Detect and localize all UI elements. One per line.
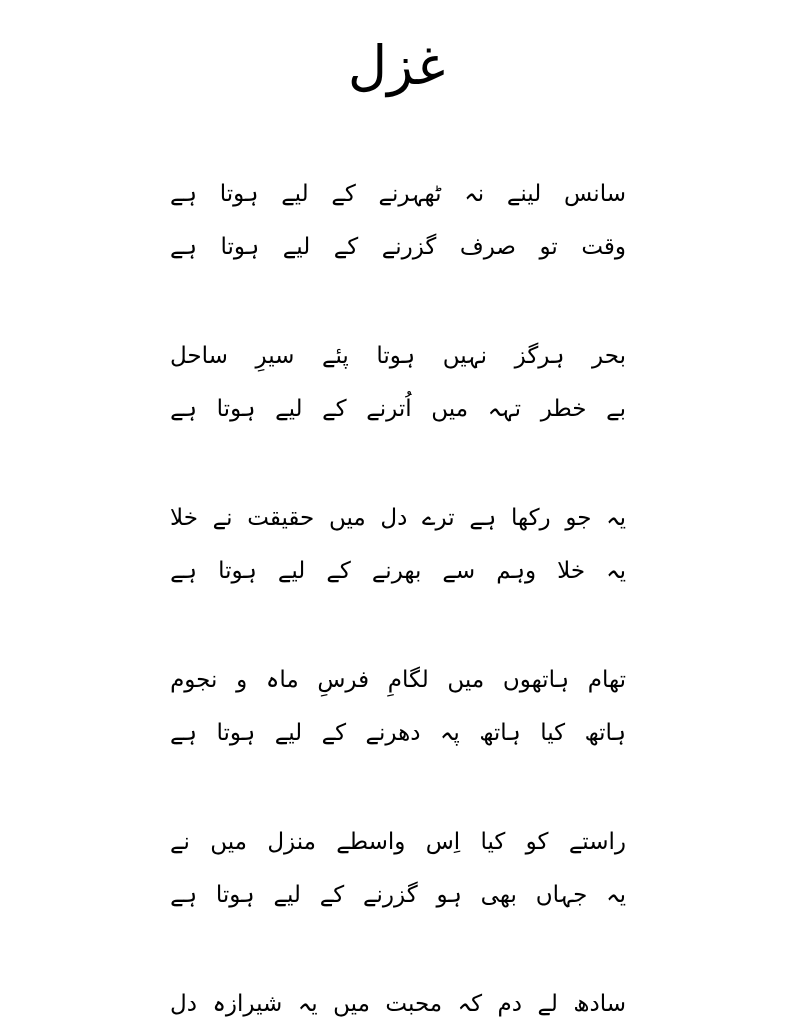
- verse-word: میں: [210, 829, 248, 855]
- verse-word: ہے: [170, 558, 198, 584]
- verse-word: میں: [328, 505, 366, 531]
- verse-word: ہوتا: [376, 343, 416, 369]
- verse-word: لیے: [275, 396, 303, 422]
- verse-word: وہم: [496, 558, 537, 584]
- verse-word: کیا: [540, 720, 566, 746]
- verse-word: کے: [333, 234, 359, 260]
- verse-word: جہاں: [535, 882, 588, 908]
- verse-line: [170, 498, 626, 538]
- verse-line: [170, 822, 626, 862]
- verse-word: ہوتا: [216, 396, 256, 422]
- verse-word: ہے: [170, 720, 197, 746]
- verse-word: خلا: [557, 558, 586, 584]
- verse-word: دل: [380, 505, 408, 531]
- verse-word: ہاتھ: [479, 720, 521, 746]
- ghazal-title: غزل: [347, 34, 446, 97]
- verse-line: [170, 660, 626, 700]
- verse-word: راستے: [568, 829, 626, 855]
- verse-word: رکھا: [510, 505, 551, 531]
- verse-word: نے: [212, 505, 233, 531]
- verse-word: ہرگز: [514, 343, 565, 369]
- verse-word: لے: [537, 991, 558, 1017]
- verse-word: نجوم: [170, 667, 218, 693]
- verse-word: نہیں: [442, 343, 488, 369]
- verse-word: تھام: [587, 667, 626, 693]
- verse-word: تہہ: [487, 396, 522, 422]
- verse-word: میں: [333, 991, 370, 1017]
- verse-word: ہاتھ: [584, 720, 626, 746]
- verse-word: حقیقت: [247, 505, 315, 531]
- verse-word: کے: [321, 720, 347, 746]
- verse-word: ہاتھوں: [502, 667, 570, 693]
- verse-word: ماہ: [265, 667, 299, 693]
- verse-word: ہو: [436, 882, 462, 908]
- verse-word: لیے: [273, 882, 301, 908]
- verse-word: ہے: [170, 396, 198, 422]
- verse-word: سیرِ: [255, 343, 295, 369]
- verse-line: [170, 227, 626, 267]
- verse-word: صرف: [459, 234, 516, 260]
- verse-word: بھرنے: [371, 558, 422, 584]
- verse-word: لیے: [281, 181, 309, 207]
- verse-word: کے: [326, 558, 351, 584]
- verse-word: کے: [322, 396, 347, 422]
- verse-word: یہ: [606, 558, 626, 584]
- verse-word: ہوتا: [220, 234, 260, 260]
- verse-word: میں: [447, 667, 485, 693]
- verse-word: ہوتا: [216, 720, 256, 746]
- verse-word: ہوتا: [219, 181, 259, 207]
- verse-word: سانس: [563, 181, 626, 207]
- verse-word: کیا: [480, 829, 506, 855]
- verse-word: لینے: [506, 181, 542, 207]
- verse-word: جو: [565, 505, 592, 531]
- verse-word: ہوتا: [218, 558, 257, 584]
- verse-word: سے: [442, 558, 476, 584]
- verse-word: ساحل: [170, 343, 228, 369]
- verse-word: پئے: [321, 343, 349, 369]
- verse-word: و: [236, 667, 248, 693]
- verse-line: [170, 389, 626, 429]
- verse-word: ہے: [469, 505, 497, 531]
- verse-word: بحر: [592, 343, 626, 369]
- verse-word: کو: [525, 829, 549, 855]
- verse-word: گزرنے: [363, 882, 418, 908]
- verse-word: دھرنے: [365, 720, 421, 746]
- verse-word: ترے: [422, 505, 455, 531]
- verse-line: [170, 984, 626, 1024]
- verse-line: [170, 336, 626, 376]
- verse-word: خطر: [540, 396, 587, 422]
- verse-word: محبت: [385, 991, 443, 1017]
- verse-word: دم: [497, 991, 522, 1017]
- verse-line: [170, 713, 626, 753]
- verse-word: ہے: [170, 234, 197, 260]
- verse-word: لیے: [277, 558, 306, 584]
- verse-word: میں: [431, 396, 469, 422]
- verse-word: یہ: [606, 505, 626, 531]
- verse-word: اِس: [425, 829, 461, 855]
- verse-word: واسطے: [336, 829, 406, 855]
- verse-word: بھی: [480, 882, 517, 908]
- verse-word: گزرنے: [381, 234, 437, 260]
- verse-word: بے: [606, 396, 626, 422]
- verse-word: سادھ: [573, 991, 626, 1017]
- verse-word: یہ: [606, 882, 626, 908]
- verse-word: کے: [331, 181, 356, 207]
- verse-word: نے: [170, 829, 190, 855]
- verse-word: اُترنے: [366, 396, 412, 422]
- verse-word: فرسِ: [317, 667, 370, 693]
- verse-word: تو: [539, 234, 558, 260]
- verse-word: خلا: [170, 505, 198, 531]
- verse-word: لیے: [274, 720, 303, 746]
- verse-word: نہ: [464, 181, 485, 207]
- verse-word: منزل: [267, 829, 316, 855]
- verse-word: ٹھہرنے: [378, 181, 442, 207]
- verse-word: یہ: [297, 991, 318, 1017]
- verse-line: [170, 174, 626, 214]
- verse-word: لیے: [282, 234, 311, 260]
- verse-word: ہوتا: [215, 882, 255, 908]
- verse-word: ہے: [170, 882, 198, 908]
- verse-line: [170, 551, 626, 591]
- verse-word: کے: [319, 882, 345, 908]
- verse-line: [170, 875, 626, 915]
- verse-word: ہے: [170, 181, 197, 207]
- verse-word: شیرازہ: [212, 991, 283, 1017]
- verse-word: کہ: [457, 991, 483, 1017]
- verse-word: دل: [170, 991, 197, 1017]
- verse-word: وقت: [581, 234, 626, 260]
- verse-word: لگامِ: [387, 667, 429, 693]
- verse-word: پہ: [439, 720, 460, 746]
